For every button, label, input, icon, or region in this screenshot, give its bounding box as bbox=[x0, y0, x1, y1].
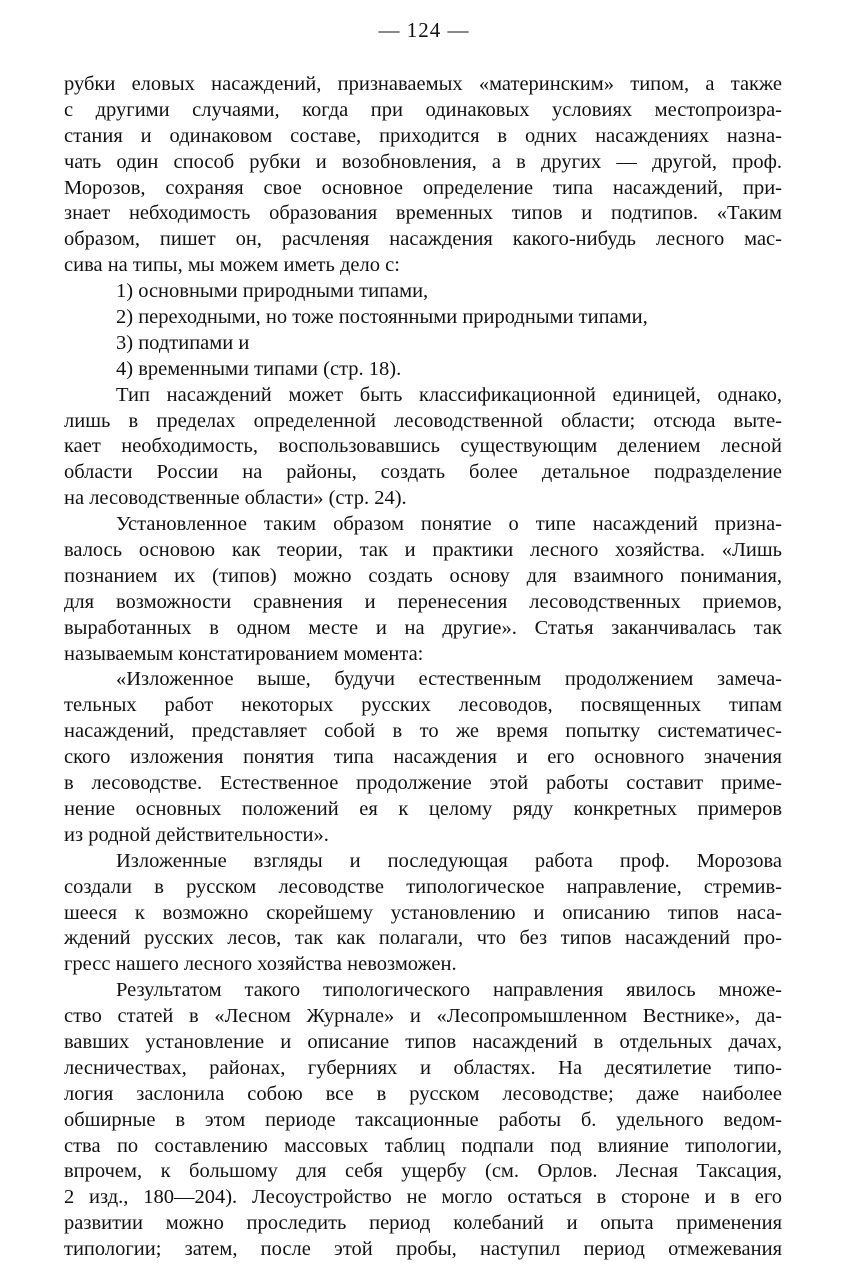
text-line: логия заслонила собою все в русском лесоводстве; даже наиболее bbox=[64, 1082, 782, 1105]
text-line: из родной действительности». bbox=[64, 823, 329, 846]
text-line: 2 изд., 180—204). Лесоустройство не могло остаться в стороне и в его bbox=[64, 1186, 782, 1209]
text-line: обширные в этом периоде таксационные работы б. удельного ведом- bbox=[64, 1108, 782, 1131]
text-line: называемым констатированием момента: bbox=[64, 642, 424, 665]
text-line: чать один способ рубки и возобновления, а в других — другой, проф. bbox=[64, 150, 782, 173]
text-line: 1) основными природными типами, bbox=[116, 280, 429, 303]
text-line: шееся к возможно скорейшему установлению и описанию типов наса- bbox=[64, 901, 782, 924]
page-number: — 124 — bbox=[378, 18, 470, 42]
text-line: впрочем, к большому для себя ущербу (см. Орлов. Лесная Таксация, bbox=[64, 1160, 782, 1183]
text-line: нение основных положений ея к целому ряду конкретных примеров bbox=[64, 797, 782, 820]
text-line: валось основою как теории, так и практики лесного хозяйства. «Лишь bbox=[64, 539, 782, 562]
text-line: стания и одинаковом составе, приходится в одних насаждениях назна- bbox=[64, 124, 782, 147]
text-line: для возможности сравнения и перенесения лесоводственных приемов, bbox=[64, 590, 782, 613]
text-line: насаждений, представляет собой в то же время попытку систематичес- bbox=[64, 720, 782, 743]
text-line: Изложенные взгляды и последующая работа проф. Морозова bbox=[116, 849, 782, 872]
text-line: 2) переходными, но тоже постоянными природными типами, bbox=[116, 306, 648, 329]
text-line: в лесоводстве. Естественное продолжение этой работы составит приме- bbox=[64, 772, 782, 795]
text-line: ство статей в «Лесном Журнале» и «Лесопромышленном Вестнике», да- bbox=[64, 1005, 782, 1028]
text-line: лесничествах, районах, губерниях и областях. На десятилетие типо- bbox=[64, 1056, 782, 1079]
text-line: ждений русских лесов, так как полагали, что без типов насаждений про- bbox=[64, 927, 782, 950]
text-line: 4) временными типами (стр. 18). bbox=[116, 357, 402, 380]
text-line: познанием их (типов) можно создать основу для взаимного понимания, bbox=[64, 564, 782, 587]
text-line: ского изложения понятия типа насаждения и его основного значения bbox=[64, 746, 782, 769]
text-line: вавших установление и описание типов насаждений в отдельных дачах, bbox=[64, 1030, 782, 1053]
text-line: сива на типы, мы можем иметь дело с: bbox=[64, 254, 400, 277]
text-line: на лесоводственные области» (стр. 24). bbox=[64, 487, 407, 510]
text-line: Установленное таким образом понятие о типе насаждений призна- bbox=[116, 513, 782, 536]
text-line: рубки еловых насаждений, признаваемых «материнским» типом, а также bbox=[64, 73, 782, 95]
text-line: типологии; затем, после этой пробы, наступил период отмежевания bbox=[64, 1238, 782, 1261]
text-line: образом, пишет он, расчленяя насаждения какого-нибудь лесного мас- bbox=[64, 228, 782, 251]
text-line: лишь в пределах определенной лесоводственной области; отсюда выте- bbox=[64, 409, 782, 432]
text-line: Морозов, сохраняя свое основное определение типа насаждений, при- bbox=[64, 176, 782, 199]
text-line: Тип насаждений может быть классификационной единицей, однако, bbox=[116, 383, 782, 406]
text-line: выработанных в одном месте и на другие». Статья заканчивалась так bbox=[64, 616, 782, 639]
text-line: создали в русском лесоводстве типологическое направление, стремив- bbox=[64, 875, 782, 898]
text-line: тельных работ некоторых русских лесоводов, посвященных типам bbox=[64, 694, 782, 717]
body-text bbox=[64, 72, 782, 1263]
text-line: области России на районы, создать более детальное подразделение bbox=[64, 461, 782, 484]
text-line: ства по составлению массовых таблиц подпали под влияние типологии, bbox=[64, 1134, 782, 1157]
text-line: «Изложенное выше, будучи естественным продолжением замеча- bbox=[116, 668, 782, 691]
text-line: гресс нашего лесного хозяйства невозможен. bbox=[64, 953, 457, 976]
text-line: 3) подтипами и bbox=[116, 331, 250, 354]
text-line: с другими случаями, когда при одинаковых условиях местопроизра- bbox=[64, 98, 782, 121]
text-line: развитии можно проследить период колебаний и опыта применения bbox=[64, 1212, 782, 1235]
text-line: знает небходимость образования временных типов и подтипов. «Таким bbox=[64, 202, 782, 225]
text-line: кает необходимость, воспользовавшись существующим делением лесной bbox=[64, 435, 782, 458]
text-line: Результатом такого типологического направления явилось множе- bbox=[116, 979, 782, 1002]
